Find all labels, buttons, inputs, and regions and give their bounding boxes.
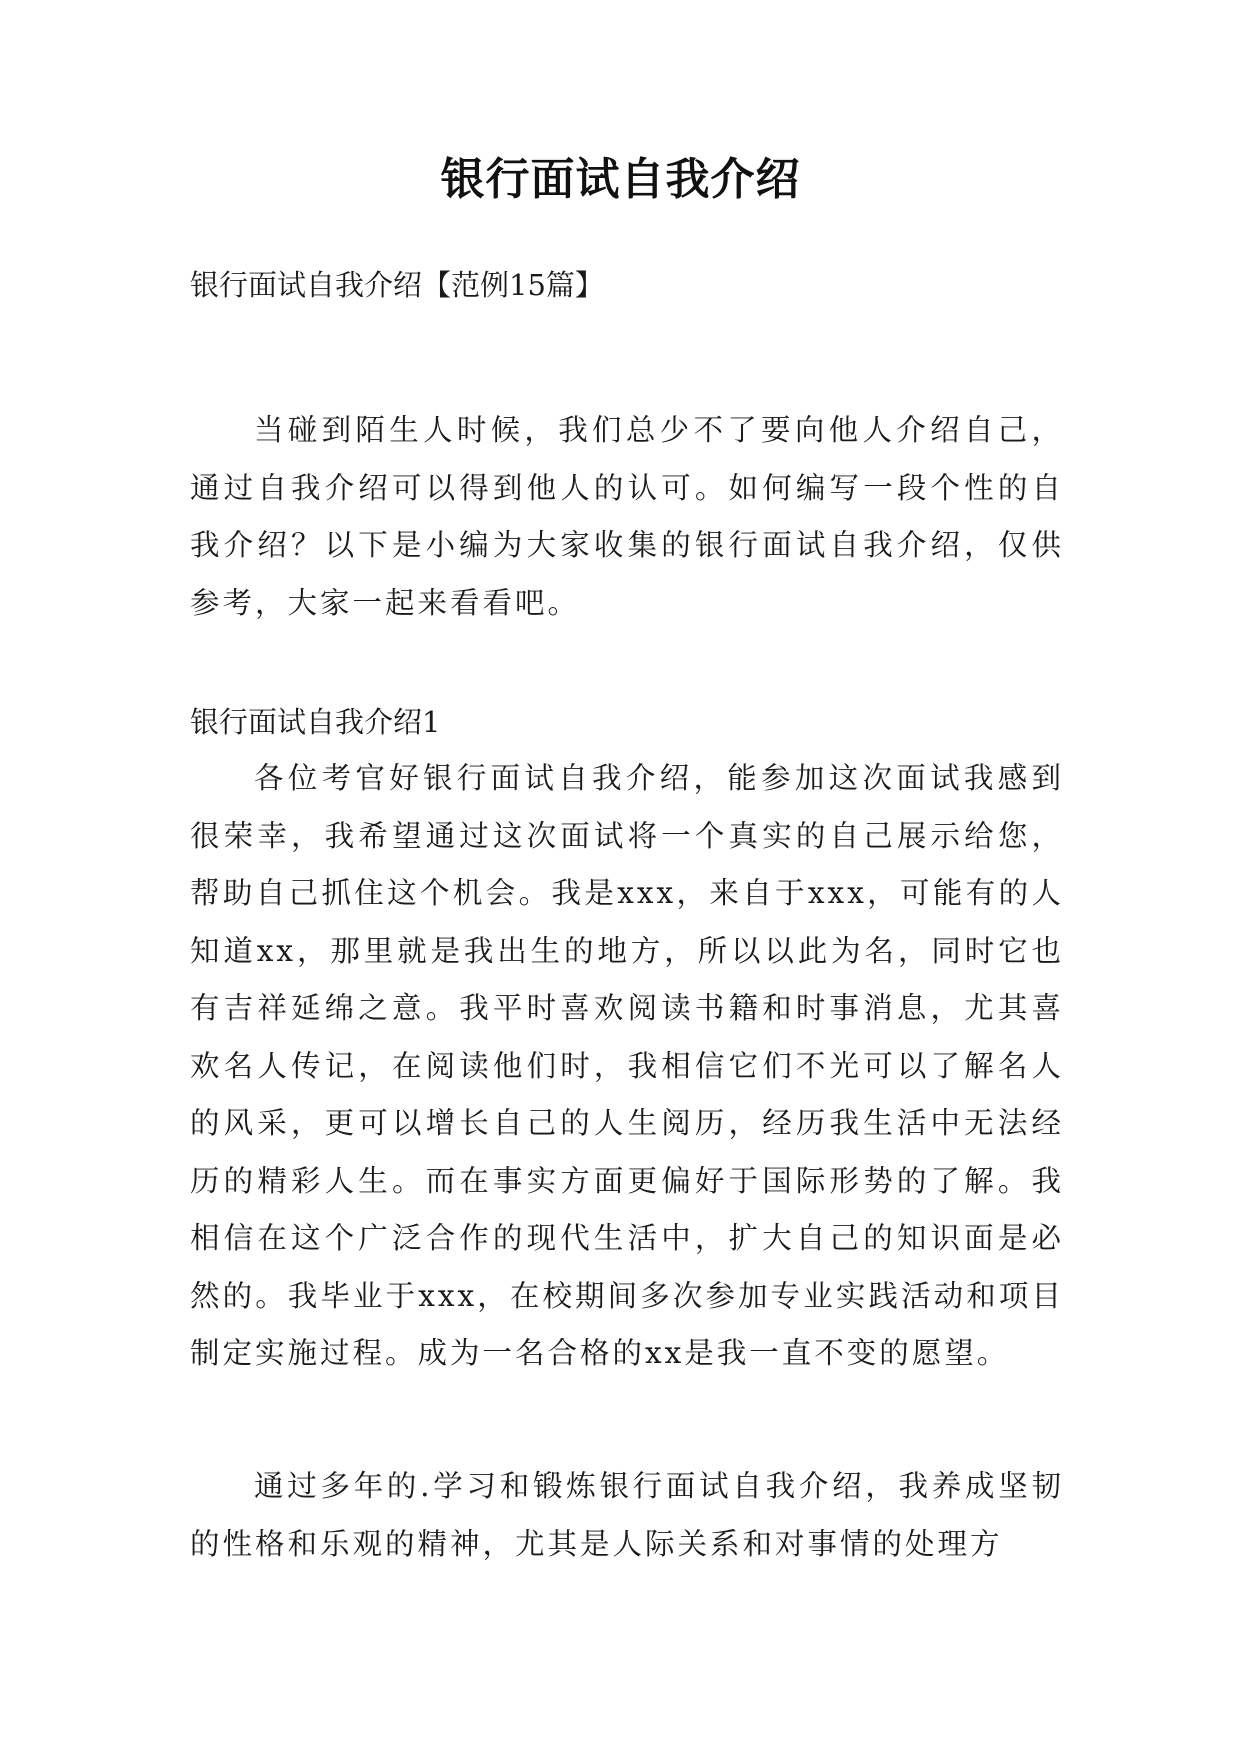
section-1-paragraph-1: 各位考官好银行面试自我介绍，能参加这次面试我感到很荣幸，我希望通过这次面试将一个真实的自己展示给您，帮助自己抓住这个机会。我是xxx，来自于xxx，可能有的人知道xx，那里就是我出生的地方，所以以此为名，同时它也有吉祥延绵之意。我平时喜欢阅读书籍和时事消息，尤其喜欢名人传记，在阅读他们时，我相信它们不光可以了解名人的风采，更可以增长自己的人生阅历，经历我生活中无法经历的精彩人生。而在事实方面更偏好于国际形势的了解。我相信在这个广泛合作的现代生活中，扩大自己的知识面是必然的。我毕业于xxx，在校期间多次参加专业实践活动和项目制定实施过程。成为一名合格的xx是我一直不变的愿望。	[190, 761, 1064, 1370]
document-subtitle: 银行面试自我介绍【范例15篇】	[190, 268, 604, 302]
document-title: 银行面试自我介绍	[440, 154, 801, 205]
intro-paragraph: 当碰到陌生人时候，我们总少不了要向他人介绍自己，通过自我介绍可以得到他人的认可。如何编写一段个性的自我介绍？以下是小编为大家收集的银行面试自我介绍，仅供参考，大家一起来看看吧。	[190, 413, 1064, 620]
section-1-paragraph-2: 通过多年的.学习和锻炼银行面试自我介绍，我养成坚韧的性格和乐观的精神，尤其是人际关系和对事情的处理方	[190, 1469, 1064, 1561]
section-heading-1: 银行面试自我介绍1	[190, 705, 441, 739]
